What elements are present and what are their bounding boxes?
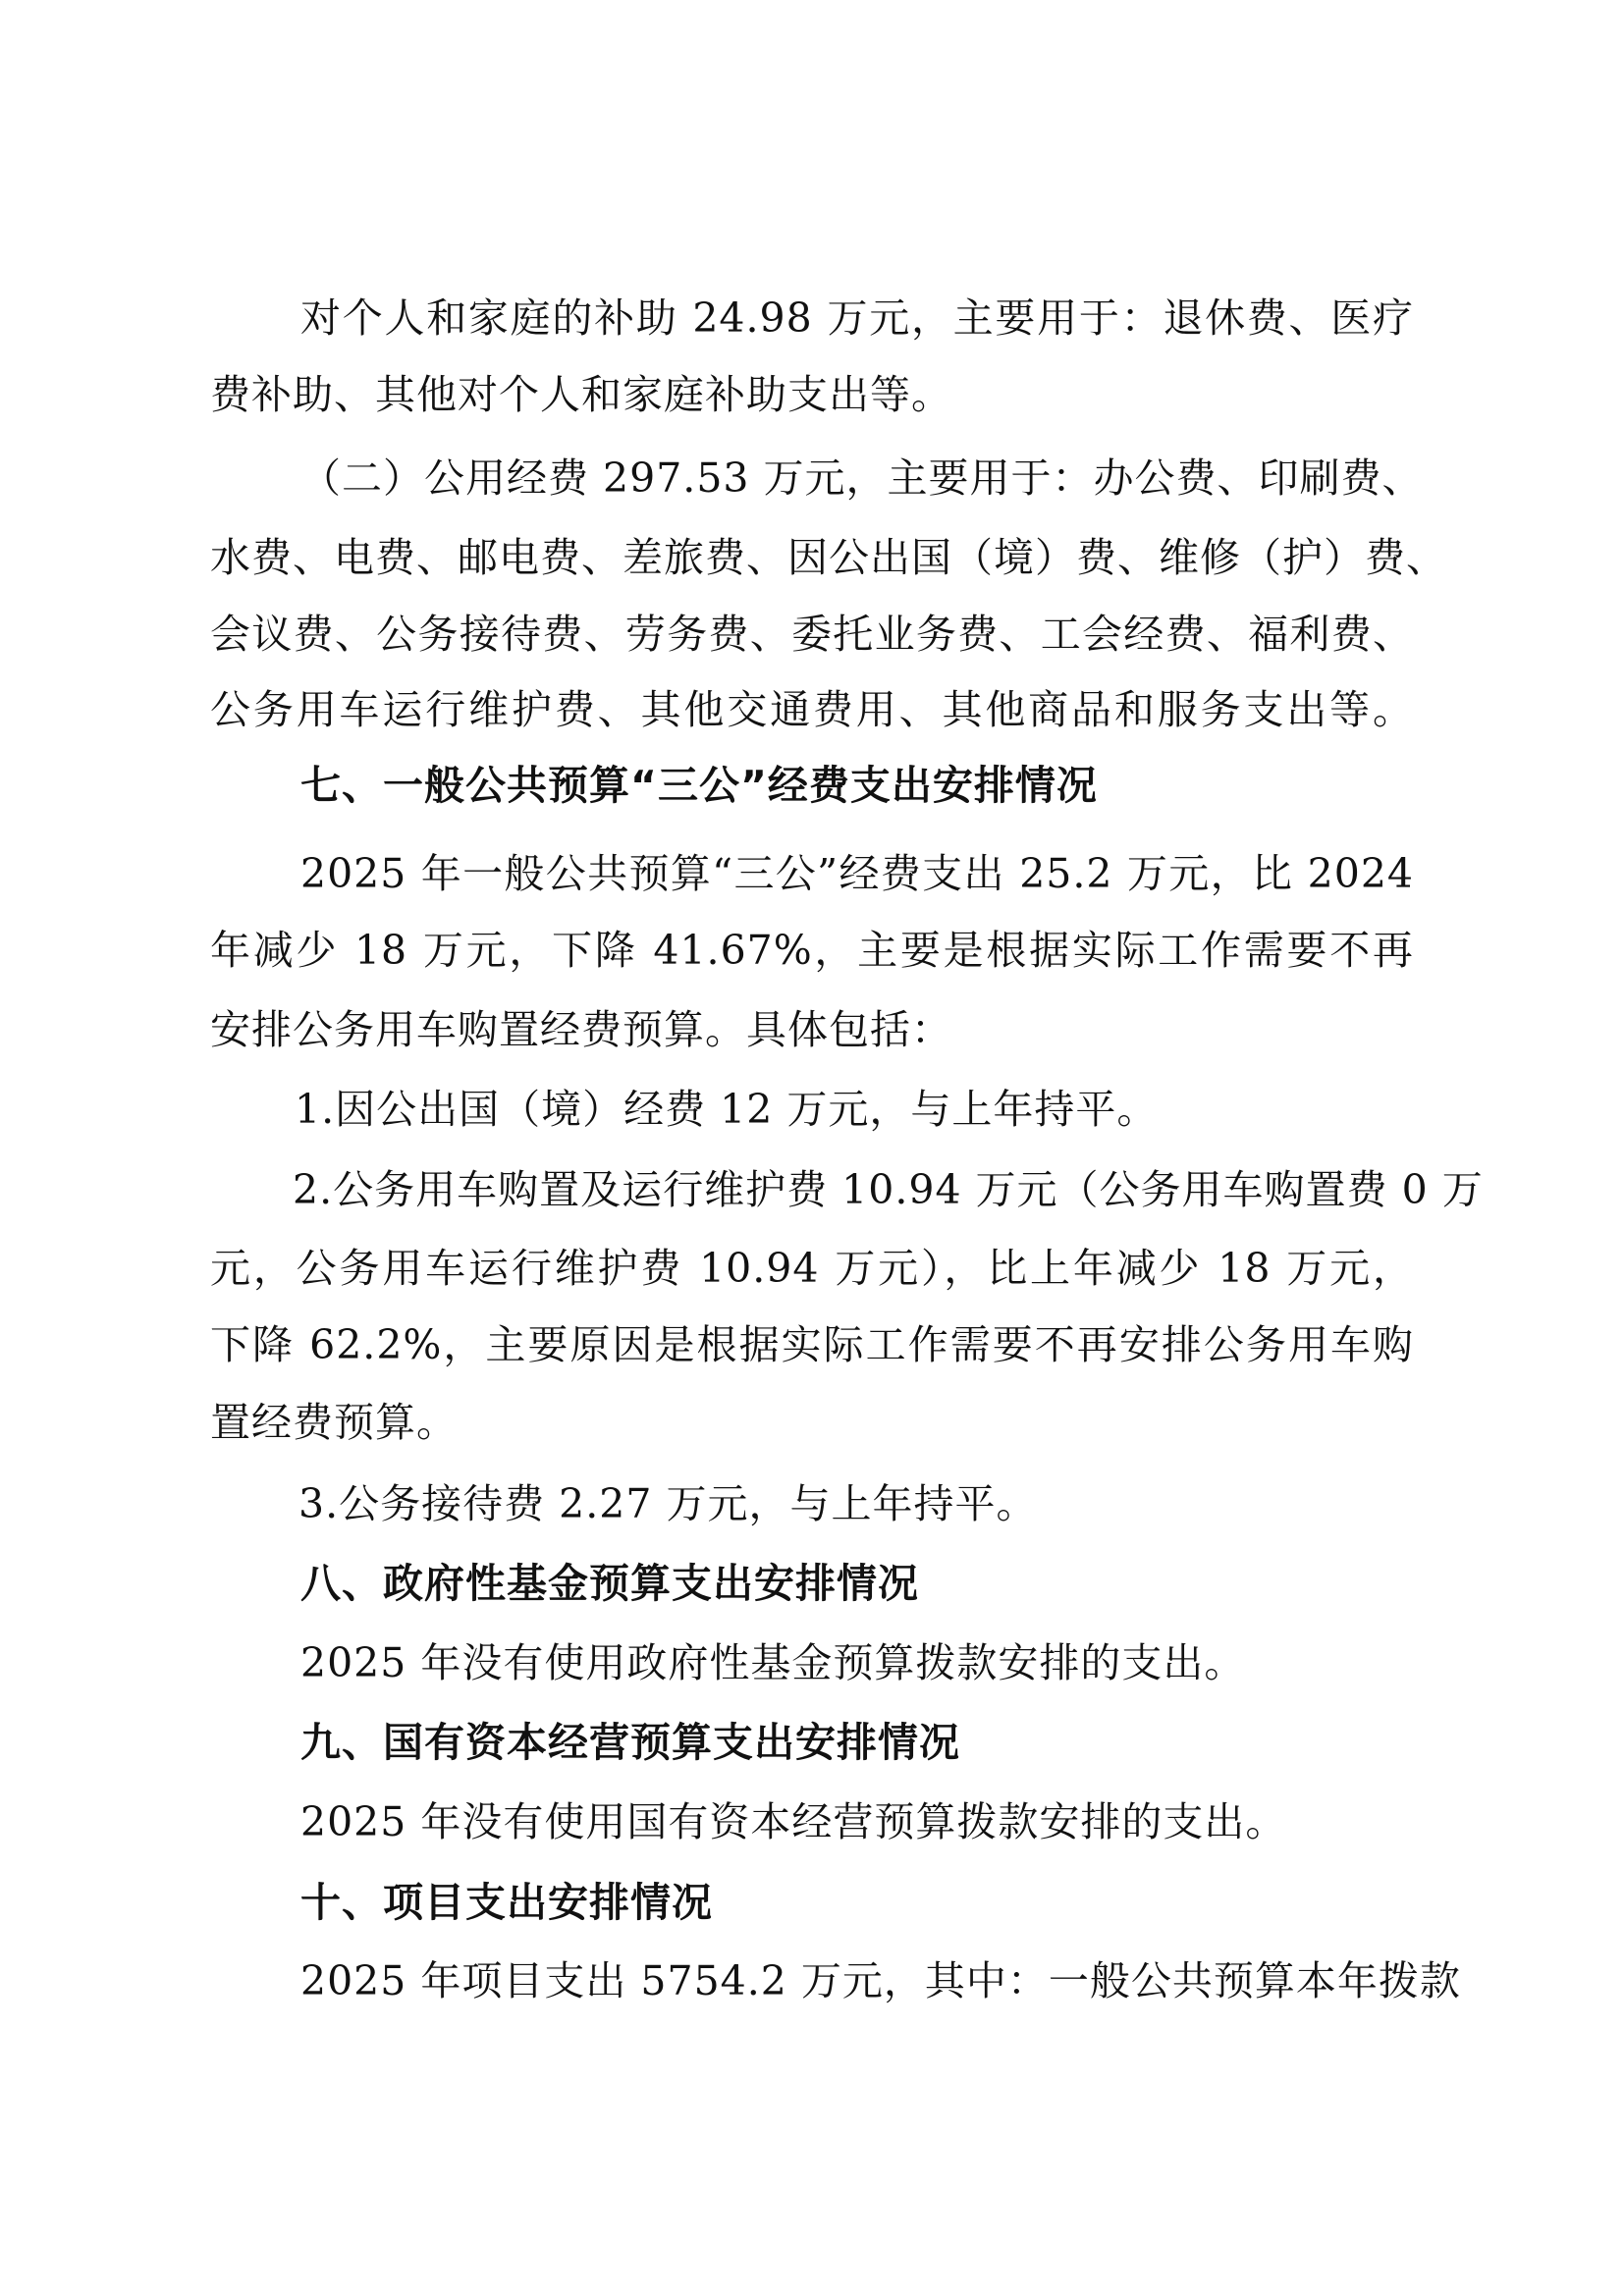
paragraph-text: 对个人和家庭的补助 24.98 万元，主要用于：退休费、医疗 — [300, 294, 1414, 342]
paragraph-text: 公务用车运行维护费、其他交通费用、其他商品和服务支出等。 — [210, 686, 1414, 733]
section-heading — [0, 746, 1624, 825]
paragraph-text: 水费、电费、邮电费、差旅费、因公出国（境）费、维修（护）费、 — [210, 534, 1447, 581]
paragraph-text: 2025 年没有使用国有资本经营预算拨款安排的支出。 — [300, 1798, 1287, 1845]
paragraph-line — [0, 1150, 1624, 1229]
paragraph-text: 3.公务接待费 2.27 万元，与上年持平。 — [298, 1480, 1038, 1527]
section-heading-text: 九、国有资本经营预算支出安排情况 — [300, 1719, 960, 1766]
paragraph-line — [0, 1070, 1624, 1148]
paragraph-line — [0, 990, 1624, 1069]
paragraph-text: 下降 62.2%，主要原因是根据实际工作需要不再安排公务用车购 — [210, 1321, 1414, 1368]
paragraph-line — [0, 1306, 1624, 1384]
section-heading — [0, 1544, 1624, 1623]
section-heading-text: 八、政府性基金预算支出安排情况 — [300, 1560, 919, 1607]
paragraph-line — [0, 911, 1624, 989]
paragraph-text: 年减少 18 万元，下降 41.67%，主要是根据实际工作需要不再 — [210, 927, 1414, 974]
paragraph-line — [0, 1942, 1624, 2020]
paragraph-line — [0, 1783, 1624, 1861]
paragraph-text: 1.因公出国（境）经费 12 万元，与上年持平。 — [295, 1086, 1159, 1133]
paragraph-line — [0, 1465, 1624, 1543]
paragraph-text: 会议费、公务接待费、劳务费、委托业务费、工会经费、福利费、 — [210, 611, 1414, 658]
paragraph-text: 2025 年项目支出 5754.2 万元，其中：一般公共预算本年拨款 — [300, 1957, 1461, 2004]
paragraph-line — [0, 595, 1624, 673]
paragraph-line — [0, 439, 1624, 517]
paragraph-text: （二）公用经费 297.53 万元，主要用于：办公费、印刷费、 — [300, 454, 1424, 502]
paragraph-line — [0, 834, 1624, 913]
section-heading-text: 十、项目支出安排情况 — [300, 1879, 713, 1926]
section-heading — [0, 1863, 1624, 1942]
section-heading-text: 七、一般公共预算“三公”经费支出安排情况 — [300, 762, 1098, 809]
paragraph-text: 2025 年没有使用政府性基金预算拨款安排的支出。 — [300, 1639, 1246, 1686]
section-heading — [0, 1703, 1624, 1782]
paragraph-text: 元，公务用车运行维护费 10.94 万元），比上年减少 18 万元， — [210, 1245, 1414, 1292]
paragraph-line — [0, 1229, 1624, 1308]
paragraph-line — [0, 1383, 1624, 1462]
paragraph-text: 安排公务用车购置经费预算。具体包括： — [210, 1006, 952, 1053]
paragraph-line — [0, 670, 1624, 749]
paragraph-text: 置经费预算。 — [210, 1399, 458, 1446]
paragraph-text: 费补助、其他对个人和家庭补助支出等。 — [210, 371, 952, 418]
paragraph-line — [0, 279, 1624, 357]
paragraph-text: 2.公务用车购置及运行维护费 10.94 万元（公务用车购置费 0 万 — [293, 1166, 1484, 1213]
paragraph-line — [0, 355, 1624, 434]
paragraph-line — [0, 518, 1624, 597]
paragraph-line — [0, 1624, 1624, 1702]
paragraph-text: 2025 年一般公共预算“三公”经费支出 25.2 万元，比 2024 — [300, 850, 1414, 897]
